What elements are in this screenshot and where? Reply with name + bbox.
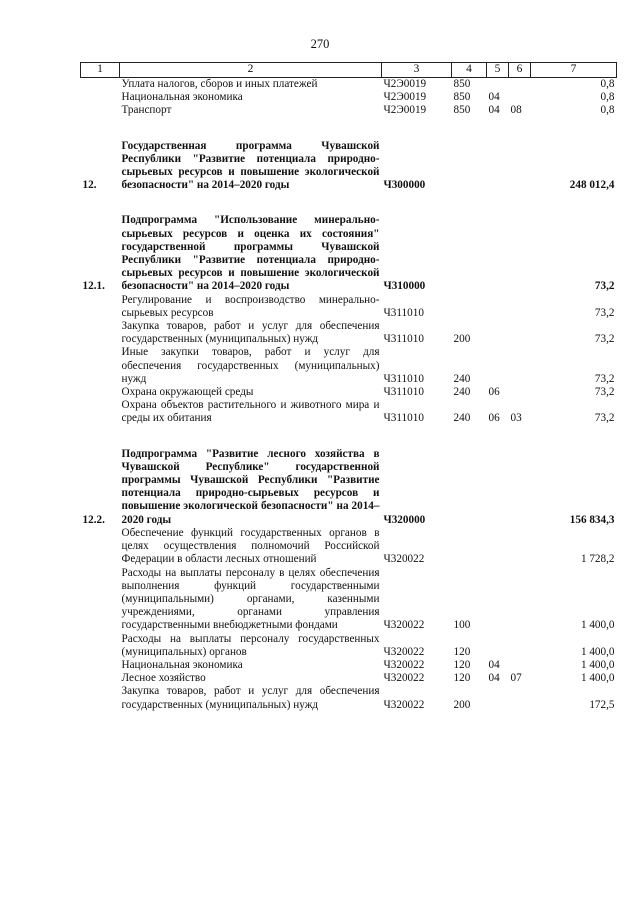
row-name: Транспорт bbox=[121, 104, 172, 117]
row-target-code: Ч320022 bbox=[383, 645, 425, 658]
row-number bbox=[81, 659, 120, 672]
row-expense-type: 850 bbox=[453, 104, 471, 117]
row-number bbox=[81, 78, 120, 92]
column-header: 1 bbox=[81, 63, 120, 78]
row-amount: 0,8 bbox=[600, 104, 615, 117]
table-row bbox=[81, 320, 617, 346]
row-section bbox=[487, 118, 509, 193]
row-name: Расходы на выплаты персоналу государственных (муниципальных) органов bbox=[121, 632, 380, 658]
row-name: Национальная экономика bbox=[121, 91, 243, 104]
row-subsection bbox=[509, 633, 531, 659]
row-expense-type: 240 bbox=[453, 372, 471, 385]
row-expense-type: 240 bbox=[453, 386, 471, 399]
row-section: 06 bbox=[488, 386, 500, 399]
row-section bbox=[487, 685, 509, 711]
table-row bbox=[81, 567, 617, 633]
row-name: Закупка товаров, работ и услуг для обеспечения государственных (муниципальных) нужд bbox=[121, 685, 380, 711]
row-name: Расходы на выплаты персоналу в целях обеспечения выполнения функций государственными (муниципальными) органами, казенными учреждениями, органами управления государственными внебюджетными фондами bbox=[121, 566, 380, 632]
row-target-code: Ч310000 bbox=[383, 280, 426, 293]
column-header: 5 bbox=[487, 63, 509, 78]
row-subsection bbox=[509, 118, 531, 193]
row-section bbox=[487, 426, 509, 527]
row-number bbox=[81, 104, 120, 117]
table-row bbox=[81, 672, 617, 685]
row-name: Регулирование и воспроизводство минерально-сырьевых ресурсов bbox=[121, 293, 380, 319]
row-subsection bbox=[509, 567, 531, 633]
row-number bbox=[81, 346, 120, 386]
row-name: Охрана объектов растительного и животного мира и среды их обитания bbox=[121, 399, 380, 425]
row-number bbox=[81, 685, 120, 711]
row-subsection: 03 bbox=[510, 412, 522, 425]
table-row bbox=[81, 659, 617, 672]
row-name: Иные закупки товаров, работ и услуг для обеспечения государственных (муниципальных) нужд bbox=[121, 346, 380, 385]
table-row bbox=[81, 346, 617, 386]
row-number bbox=[81, 672, 120, 685]
row-name: Охрана окружающей среды bbox=[121, 386, 254, 399]
row-amount: 1 400,0 bbox=[580, 672, 615, 685]
row-amount: 156 834,3 bbox=[569, 513, 615, 526]
row-number bbox=[81, 386, 120, 399]
row-amount: 172,5 bbox=[589, 698, 615, 711]
row-subsection bbox=[509, 426, 531, 527]
row-name: Государственная программа Чувашской Республики "Развитие потенциала природно-сырьевых ресурсов и повышение экологической безопасности" на 2014–2020 годы bbox=[121, 139, 380, 192]
row-target-code: Ч2Э0019 bbox=[383, 91, 427, 104]
row-number bbox=[81, 567, 120, 633]
table-row bbox=[81, 685, 617, 711]
row-amount: 73,2 bbox=[594, 386, 615, 399]
row-section: 06 bbox=[488, 412, 500, 425]
column-header: 2 bbox=[120, 63, 382, 78]
row-expense-type: 100 bbox=[453, 619, 471, 632]
row-amount: 73,2 bbox=[594, 306, 615, 319]
row-target-code: Ч320022 bbox=[383, 553, 425, 566]
row-amount: 73,2 bbox=[594, 333, 615, 346]
table-row bbox=[81, 192, 617, 293]
row-subsection: 07 bbox=[510, 672, 522, 685]
row-expense-type: 120 bbox=[453, 658, 471, 671]
row-number bbox=[81, 633, 120, 659]
row-name: Обеспечение функций государственных органов в целях осуществления полномочий Российской Федерации в области лесных отношений bbox=[121, 526, 380, 566]
column-header: 7 bbox=[531, 63, 617, 78]
row-subsection bbox=[509, 346, 531, 386]
row-expense-type bbox=[452, 426, 487, 527]
page-number: 270 bbox=[310, 37, 330, 51]
row-section: 04 bbox=[488, 104, 500, 117]
row-section bbox=[487, 294, 509, 320]
row-expense-type: 200 bbox=[453, 698, 471, 711]
row-subsection bbox=[509, 192, 531, 293]
row-number: 12. bbox=[82, 179, 97, 192]
row-amount: 73,2 bbox=[594, 372, 615, 385]
row-subsection bbox=[509, 91, 531, 104]
row-subsection bbox=[509, 320, 531, 346]
table-row bbox=[81, 386, 617, 399]
row-number: 12.1. bbox=[82, 280, 105, 293]
row-target-code: Ч320000 bbox=[383, 513, 426, 526]
row-subsection bbox=[509, 294, 531, 320]
row-target-code: Ч2Э0019 bbox=[383, 78, 427, 90]
column-header: 4 bbox=[452, 63, 487, 78]
table-row bbox=[81, 104, 617, 117]
row-expense-type: 240 bbox=[453, 412, 471, 425]
row-section bbox=[487, 320, 509, 346]
row-subsection bbox=[509, 659, 531, 672]
table-row bbox=[81, 118, 617, 193]
column-header: 3 bbox=[382, 63, 452, 78]
column-header-row bbox=[81, 63, 617, 78]
row-number bbox=[81, 527, 120, 567]
row-amount: 1 728,2 bbox=[580, 553, 615, 566]
row-target-code: Ч2Э0019 bbox=[383, 104, 427, 117]
row-amount: 1 400,0 bbox=[580, 645, 615, 658]
row-name: Закупка товаров, работ и услуг для обеспечения государственных (муниципальных) нужд bbox=[121, 320, 380, 346]
row-section: 04 bbox=[488, 672, 500, 685]
row-amount: 1 400,0 bbox=[580, 619, 615, 632]
row-expense-type: 850 bbox=[453, 78, 471, 90]
row-subsection bbox=[509, 685, 531, 711]
row-subsection bbox=[509, 78, 531, 92]
row-name: Национальная экономика bbox=[121, 658, 243, 671]
row-expense-type: 120 bbox=[453, 645, 471, 658]
row-subsection bbox=[509, 386, 531, 399]
row-expense-type bbox=[452, 294, 487, 320]
row-expense-type: 200 bbox=[453, 333, 471, 346]
row-section bbox=[487, 527, 509, 567]
row-target-code: Ч311010 bbox=[383, 386, 424, 399]
row-target-code: Ч320022 bbox=[383, 698, 425, 711]
row-expense-type: 850 bbox=[453, 91, 471, 104]
row-target-code: Ч320022 bbox=[383, 672, 425, 685]
row-target-code: Ч320022 bbox=[383, 619, 425, 632]
table-row bbox=[81, 294, 617, 320]
table-row bbox=[81, 426, 617, 527]
row-amount: 0,8 bbox=[600, 91, 615, 104]
row-number bbox=[81, 294, 120, 320]
row-name: Подпрограмма "Развитие лесного хозяйства в Чувашской Республике" государственной программы Чувашской Республики "Развитие потенциала природно-сырьевых ресурсов и повышение экологической безопасности" на 2014–2020 годы bbox=[121, 447, 380, 526]
table-row bbox=[81, 527, 617, 567]
row-name: Лесное хозяйство bbox=[121, 672, 206, 685]
row-target-code: Ч311010 bbox=[383, 333, 424, 346]
table-row bbox=[81, 633, 617, 659]
row-section bbox=[487, 346, 509, 386]
row-amount: 0,8 bbox=[600, 78, 615, 90]
table-row bbox=[81, 91, 617, 104]
table-row bbox=[81, 78, 617, 92]
row-section bbox=[487, 567, 509, 633]
row-number bbox=[81, 91, 120, 104]
row-section bbox=[487, 78, 509, 92]
budget-table bbox=[80, 62, 617, 712]
row-section: 04 bbox=[488, 91, 500, 104]
row-amount: 1 400,0 bbox=[580, 658, 615, 671]
row-section bbox=[487, 633, 509, 659]
row-section: 04 bbox=[488, 658, 500, 671]
row-target-code: Ч311010 bbox=[383, 372, 424, 385]
table-row bbox=[81, 399, 617, 425]
column-header: 6 bbox=[509, 63, 531, 78]
row-section bbox=[487, 192, 509, 293]
row-expense-type bbox=[452, 118, 487, 193]
row-name: Подпрограмма "Использование минерально-сырьевых ресурсов и оценка их состояния" государственной программы Чувашской Республики "Развитие потенциала природно-сырьевых ресурсов и повышение экологической безопасности" на 2014–2020 годы bbox=[121, 214, 380, 293]
row-target-code: Ч300000 bbox=[383, 179, 426, 192]
row-subsection: 08 bbox=[510, 104, 522, 117]
row-expense-type: 120 bbox=[453, 672, 471, 685]
budget-table-body bbox=[81, 63, 617, 712]
row-target-code: Ч311010 bbox=[383, 306, 424, 319]
row-amount: 73,2 bbox=[594, 412, 615, 425]
row-expense-type bbox=[452, 192, 487, 293]
row-number: 12.2. bbox=[82, 513, 105, 526]
row-number bbox=[81, 399, 120, 425]
row-number bbox=[81, 320, 120, 346]
row-name: Уплата налогов, сборов и иных платежей bbox=[121, 78, 318, 90]
row-subsection bbox=[509, 527, 531, 567]
row-amount: 73,2 bbox=[594, 280, 615, 293]
row-target-code: Ч311010 bbox=[383, 412, 424, 425]
row-amount: 248 012,4 bbox=[569, 179, 615, 192]
row-target-code: Ч320022 bbox=[383, 658, 425, 671]
row-expense-type bbox=[452, 527, 487, 567]
